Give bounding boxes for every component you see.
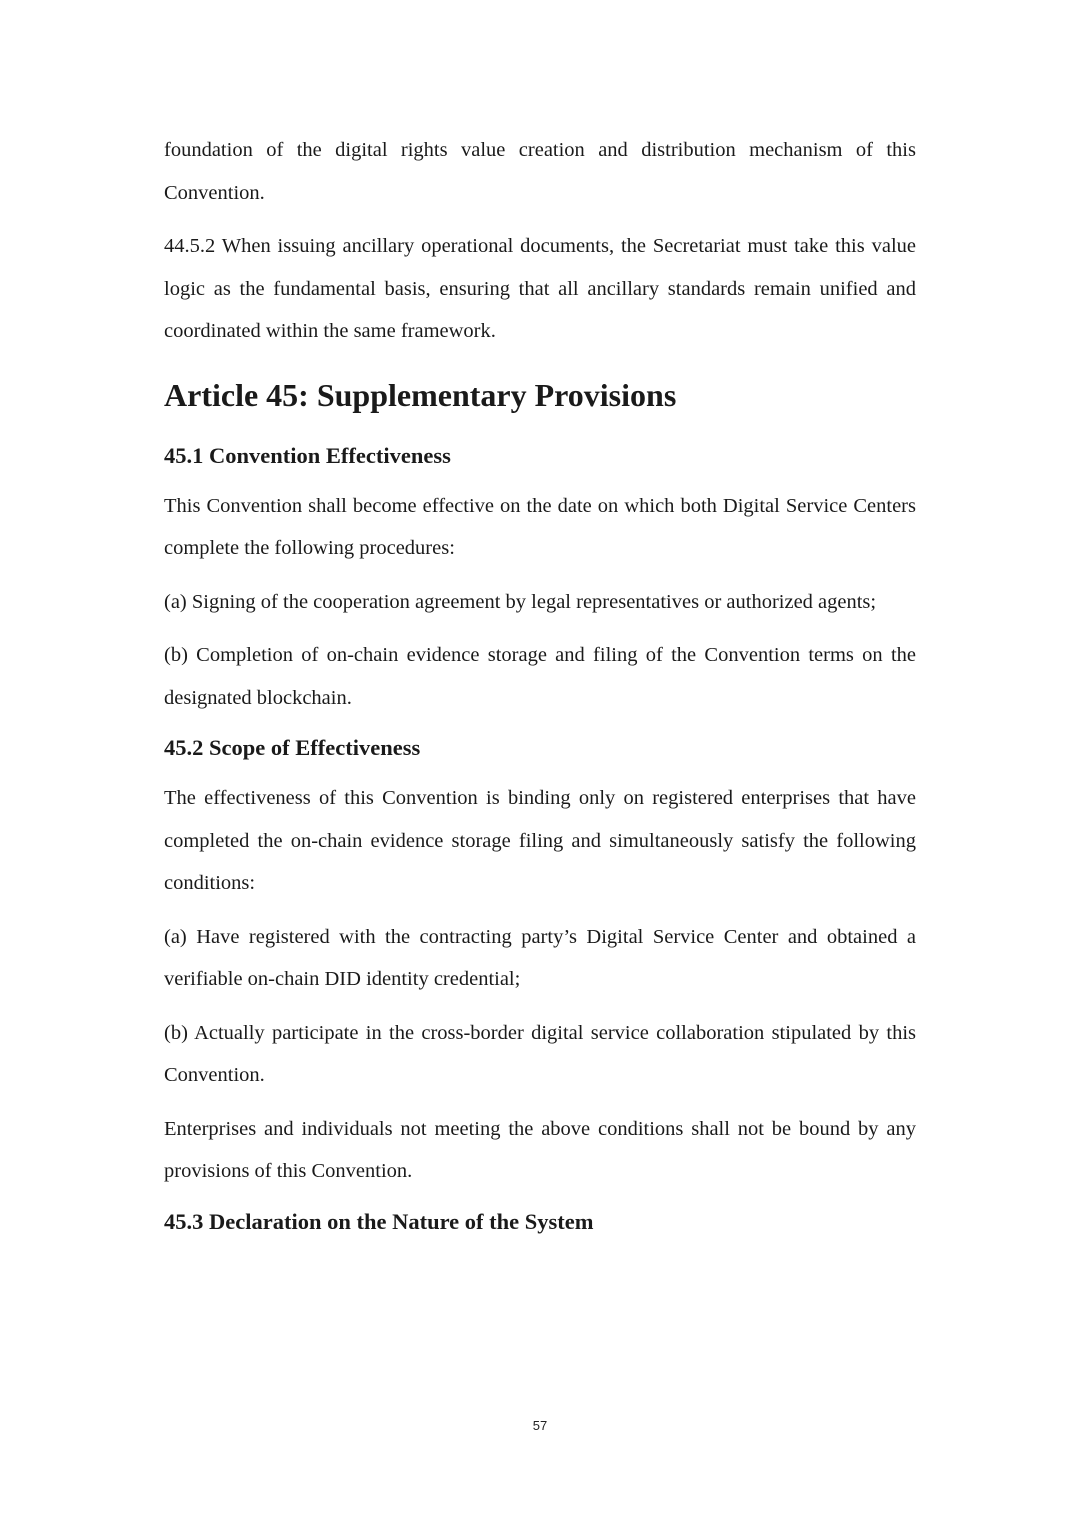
section-heading-45-1: 45.1 Convention Effectiveness (164, 442, 451, 468)
document-page (164, 129, 916, 1251)
paragraph-45-2-b: (b) Actually participate in the cross-border digital service collaboration stipulated by this Convention. (164, 1021, 916, 1086)
paragraph-45-1-a: (a) Signing of the cooperation agreement by legal representatives or authorized agents; (164, 590, 877, 613)
paragraph-44-5-2: 44.5.2 When issuing ancillary operational documents, the Secretariat must take this value logic as the fundamental basis, ensuring that all ancillary standards remain unified and coordinated within the same framework. (164, 235, 916, 342)
paragraph-45-1-intro: This Convention shall become effective on the date on which both Digital Service Centers complete the following procedures: (164, 494, 916, 559)
paragraph-45-1-b: (b) Completion of on-chain evidence storage and filing of the Convention terms on the designated blockchain. (164, 644, 916, 709)
paragraph-continuation: foundation of the digital rights value creation and distribution mechanism of this Convention. (164, 139, 916, 204)
section-heading-45-3: 45.3 Declaration on the Nature of the System (164, 1208, 594, 1234)
section-heading-45-2: 45.2 Scope of Effectiveness (164, 735, 421, 760)
paragraph-45-2-a: (a) Have registered with the contracting party’s Digital Service Center and obtained a verifiable on-chain DID identity credential; (164, 925, 916, 990)
paragraph-45-2-closing: Enterprises and individuals not meeting the above conditions shall not be bound by any provisions of this Convention. (164, 1117, 916, 1182)
page-number: 57 (532, 1418, 548, 1433)
article-title: Article 45: Supplementary Provisions (164, 376, 677, 413)
paragraph-45-2-intro: The effectiveness of this Convention is binding only on registered enterprises that have completed the on-chain evidence storage filing and simultaneously satisfy the following conditions: (164, 787, 916, 894)
